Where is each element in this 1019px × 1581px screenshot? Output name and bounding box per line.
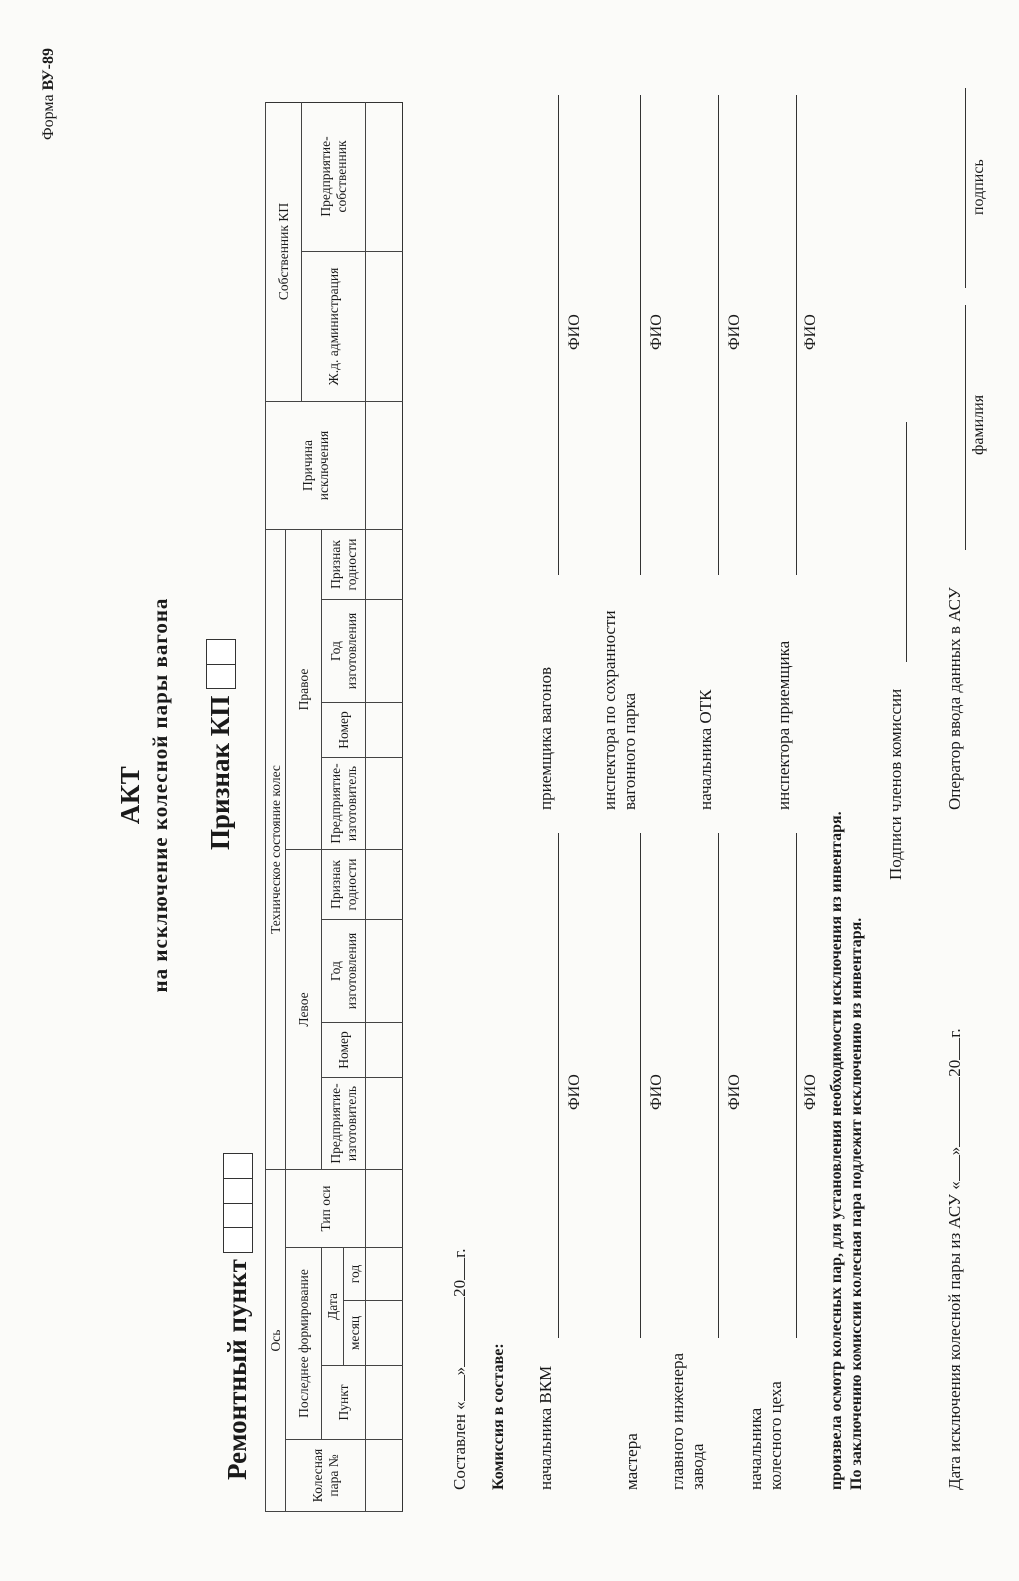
fio-caption: ФИО	[648, 1074, 665, 1110]
title-block	[115, 30, 173, 1560]
left-year-made-header: Год изготовления	[321, 920, 365, 1023]
table-cell[interactable]	[365, 1301, 403, 1366]
right-wheel-header: Правое	[285, 530, 321, 850]
repair-point-box[interactable]	[223, 1178, 253, 1204]
signatures-line[interactable]	[906, 422, 907, 662]
statement-inspection: произвела осмотр колесных пар, для установления необходимости исключения из инвентаря.	[828, 811, 845, 1490]
right-year-made-header: Год изготовления	[321, 600, 365, 703]
form-prefix: Форма	[40, 94, 57, 140]
owner-company-header: Предприятие-собственник	[301, 102, 365, 252]
month-header: месяц	[343, 1301, 365, 1366]
operator-surname-line[interactable]	[965, 305, 966, 550]
member-fio-line[interactable]	[558, 95, 559, 575]
left-fitness-header: Признак годности	[321, 850, 365, 920]
member-label: мастера	[622, 1433, 641, 1490]
document-subtitle: на исключение колесной пары вагона	[148, 597, 172, 993]
left-number-header: Номер	[321, 1023, 365, 1078]
repair-point-box[interactable]	[223, 1227, 253, 1253]
left-wheel-header: Левое	[285, 850, 321, 1170]
fio-caption: ФИО	[802, 1074, 819, 1110]
right-fitness-header: Признак годности	[321, 530, 365, 600]
table-cell[interactable]	[365, 1440, 403, 1512]
right-manufacturer-header: Предприятие-изготовитель	[321, 758, 365, 850]
member-fio-line[interactable]	[558, 833, 559, 1338]
operator-label: Оператор ввода данных в АСУ	[945, 587, 964, 810]
kp-sign-boxes	[206, 639, 236, 688]
tech-state-header: Техническое состояние колес	[265, 530, 285, 1170]
member-label: главного инженера завода	[668, 1352, 707, 1490]
member-label: инспектора приемщика	[774, 640, 793, 810]
table-cell[interactable]	[365, 402, 403, 530]
date-header: Дата	[321, 1248, 343, 1366]
fio-caption: ФИО	[566, 1074, 583, 1110]
member-fio-line[interactable]	[640, 95, 641, 575]
kp-sign-box[interactable]	[206, 639, 236, 665]
signature-caption: подпись	[970, 159, 987, 215]
fio-caption: ФИО	[726, 314, 743, 350]
table-cell[interactable]	[365, 102, 403, 252]
member-fio-line[interactable]	[796, 833, 797, 1338]
last-formation-header: Последнее формирование	[285, 1248, 321, 1440]
signatures-label: Подписи членов комиссии	[886, 688, 905, 880]
member-fio-line[interactable]	[796, 95, 797, 575]
table-cell[interactable]	[365, 1023, 403, 1078]
owner-group-header: Собственник КП	[265, 102, 301, 402]
kp-sign-row	[205, 639, 236, 850]
document-title: АКТ	[115, 765, 145, 825]
kp-sign-box[interactable]	[206, 663, 236, 689]
member-label: приемщика вагонов	[536, 666, 555, 810]
fio-caption: ФИО	[648, 314, 665, 350]
member-fio-line[interactable]	[718, 95, 719, 575]
commission-heading: Комиссия в составе:	[490, 1343, 507, 1490]
table-cell[interactable]	[365, 1170, 403, 1248]
operator-signature-line[interactable]	[965, 88, 966, 288]
member-fio-line[interactable]	[640, 833, 641, 1338]
form-code	[40, 48, 58, 140]
table-cell[interactable]	[365, 600, 403, 703]
table-cell[interactable]	[365, 1078, 403, 1170]
year-header: год	[343, 1248, 365, 1301]
repair-point-label: Ремонтный пункт	[222, 1259, 252, 1480]
member-fio-line[interactable]	[718, 833, 719, 1338]
repair-point-box[interactable]	[223, 1153, 253, 1179]
axis-group-header: Ось	[265, 1170, 285, 1512]
composed-date: Составлен «»20г.	[450, 1248, 469, 1490]
railway-admin-header: Ж.д. администрация	[301, 252, 365, 402]
form-sheet	[10, 30, 985, 1560]
table-cell[interactable]	[365, 252, 403, 402]
member-label: начальника ВКМ	[536, 1365, 555, 1490]
left-manufacturer-header: Предприятие-изготовитель	[321, 1078, 365, 1170]
surname-caption: фамилия	[970, 394, 987, 455]
table-cell[interactable]	[365, 1366, 403, 1440]
exclusion-date: Дата исключения колесной пары из АСУ «»20г.	[945, 1028, 964, 1490]
kp-sign-label: Признак КП	[205, 695, 235, 850]
form-number: ВУ-89	[40, 48, 57, 91]
table-cell[interactable]	[365, 1248, 403, 1301]
repair-point-boxes	[223, 1153, 253, 1251]
table-cell[interactable]	[365, 758, 403, 850]
reason-header: Причина исключения	[265, 402, 365, 530]
member-label: начальника колесного цеха	[746, 1381, 785, 1490]
table-cell[interactable]	[365, 703, 403, 758]
axis-type-header: Тип оси	[285, 1170, 365, 1248]
statement-conclusion: По заключению комиссии колесная пара подлежит исключению из инвентаря.	[848, 917, 865, 1490]
point-header: Пункт	[321, 1366, 365, 1440]
table-cell[interactable]	[365, 530, 403, 600]
table-cell[interactable]	[365, 850, 403, 920]
right-number-header: Номер	[321, 703, 365, 758]
table-cell[interactable]	[365, 920, 403, 1023]
wheelset-number-header: Колесная пара №	[285, 1440, 365, 1512]
fio-caption: ФИО	[566, 314, 583, 350]
member-label: инспектора по сохранности вагонного парка	[600, 610, 640, 810]
member-label: начальника ОТК	[696, 689, 715, 810]
fio-caption: ФИО	[726, 1074, 743, 1110]
fio-caption: ФИО	[802, 314, 819, 350]
repair-point-row	[222, 1153, 253, 1480]
repair-point-box[interactable]	[223, 1202, 253, 1228]
